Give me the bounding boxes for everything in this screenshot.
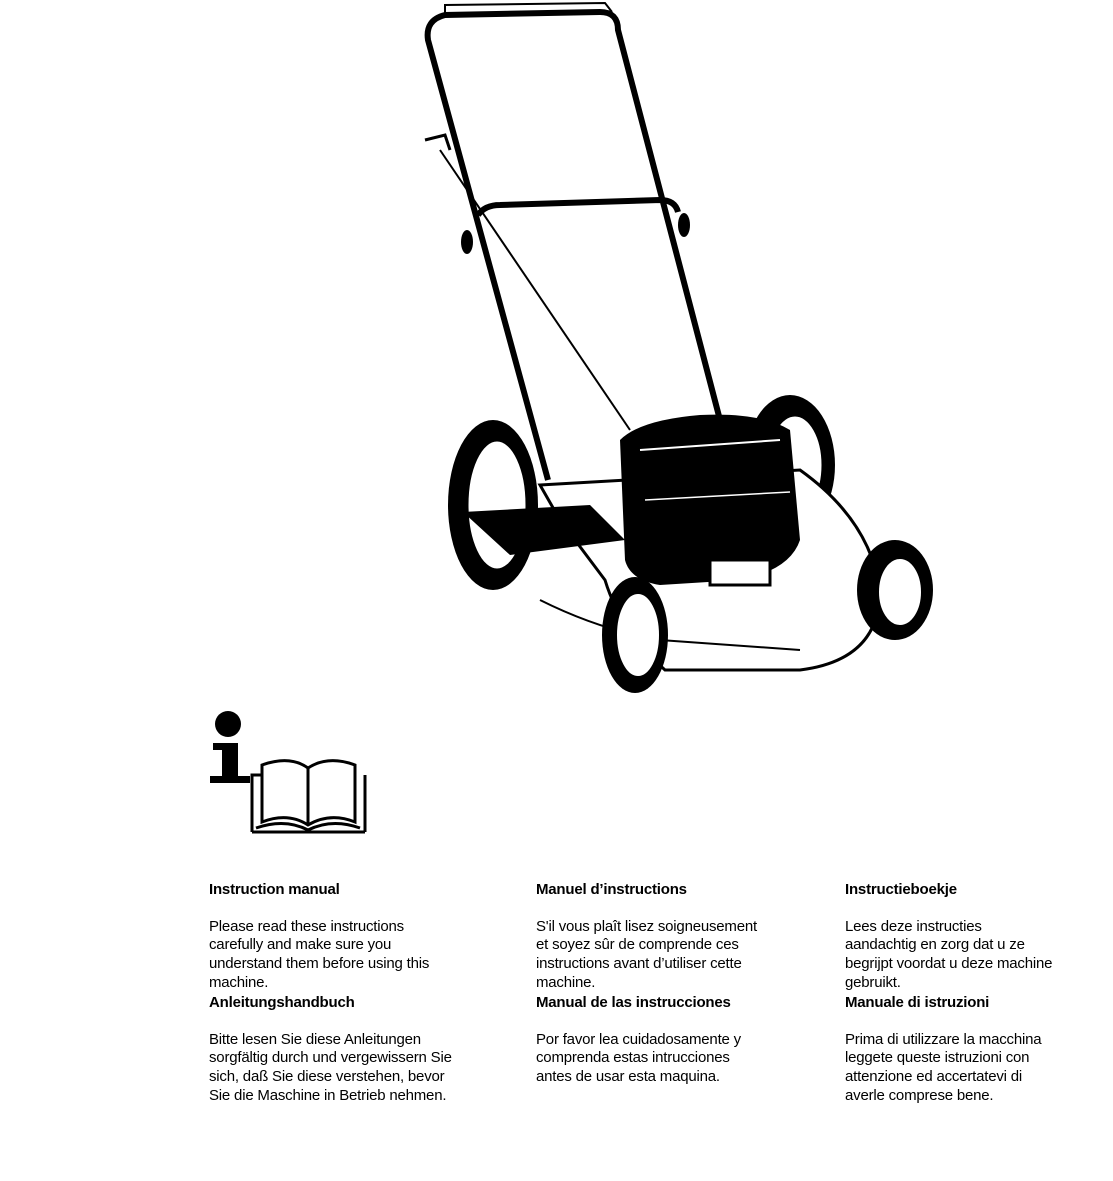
section-text: Bitte lesen Sie diese Anleitungen sorgfältig durch und vergewissern Sie sich, daß Sie diese verstehen, bevor Sie die Maschine in Betrieb nehmen. [209,1030,452,1104]
section-title: Manuale di istruzioni [845,993,990,1011]
section-italian [845,975,1041,1124]
section-spanish [536,975,741,1105]
section-german [209,975,452,1124]
section-text: Please read these instructions carefully and make sure you understand them before using this machine. [209,917,430,991]
section-text: Por favor lea cuidadosamente y comprenda estas intrucciones antes de usar esta maquina. [536,1030,741,1085]
section-title: Manual de las instrucciones [536,993,731,1011]
section-title: Manuel d’instructions [536,880,687,898]
section-text: Lees deze instructies aandachtig en zorg dat u ze begrijpt voordat u deze machine gebruikt. [845,917,1053,991]
section-text: S'il vous plaît lisez soigneusement et soyez sûr de comprende ces instructions avant d’utiliser cette machine. [536,917,757,991]
section-title: Anleitungshandbuch [209,993,355,1011]
section-text: Prima di utilizzare la macchina leggete queste istruzioni con attenzione ed accertatevi di averle comprese bene. [845,1030,1042,1104]
section-title: Instructieboekje [845,880,957,898]
section-title: Instruction manual [209,880,340,898]
